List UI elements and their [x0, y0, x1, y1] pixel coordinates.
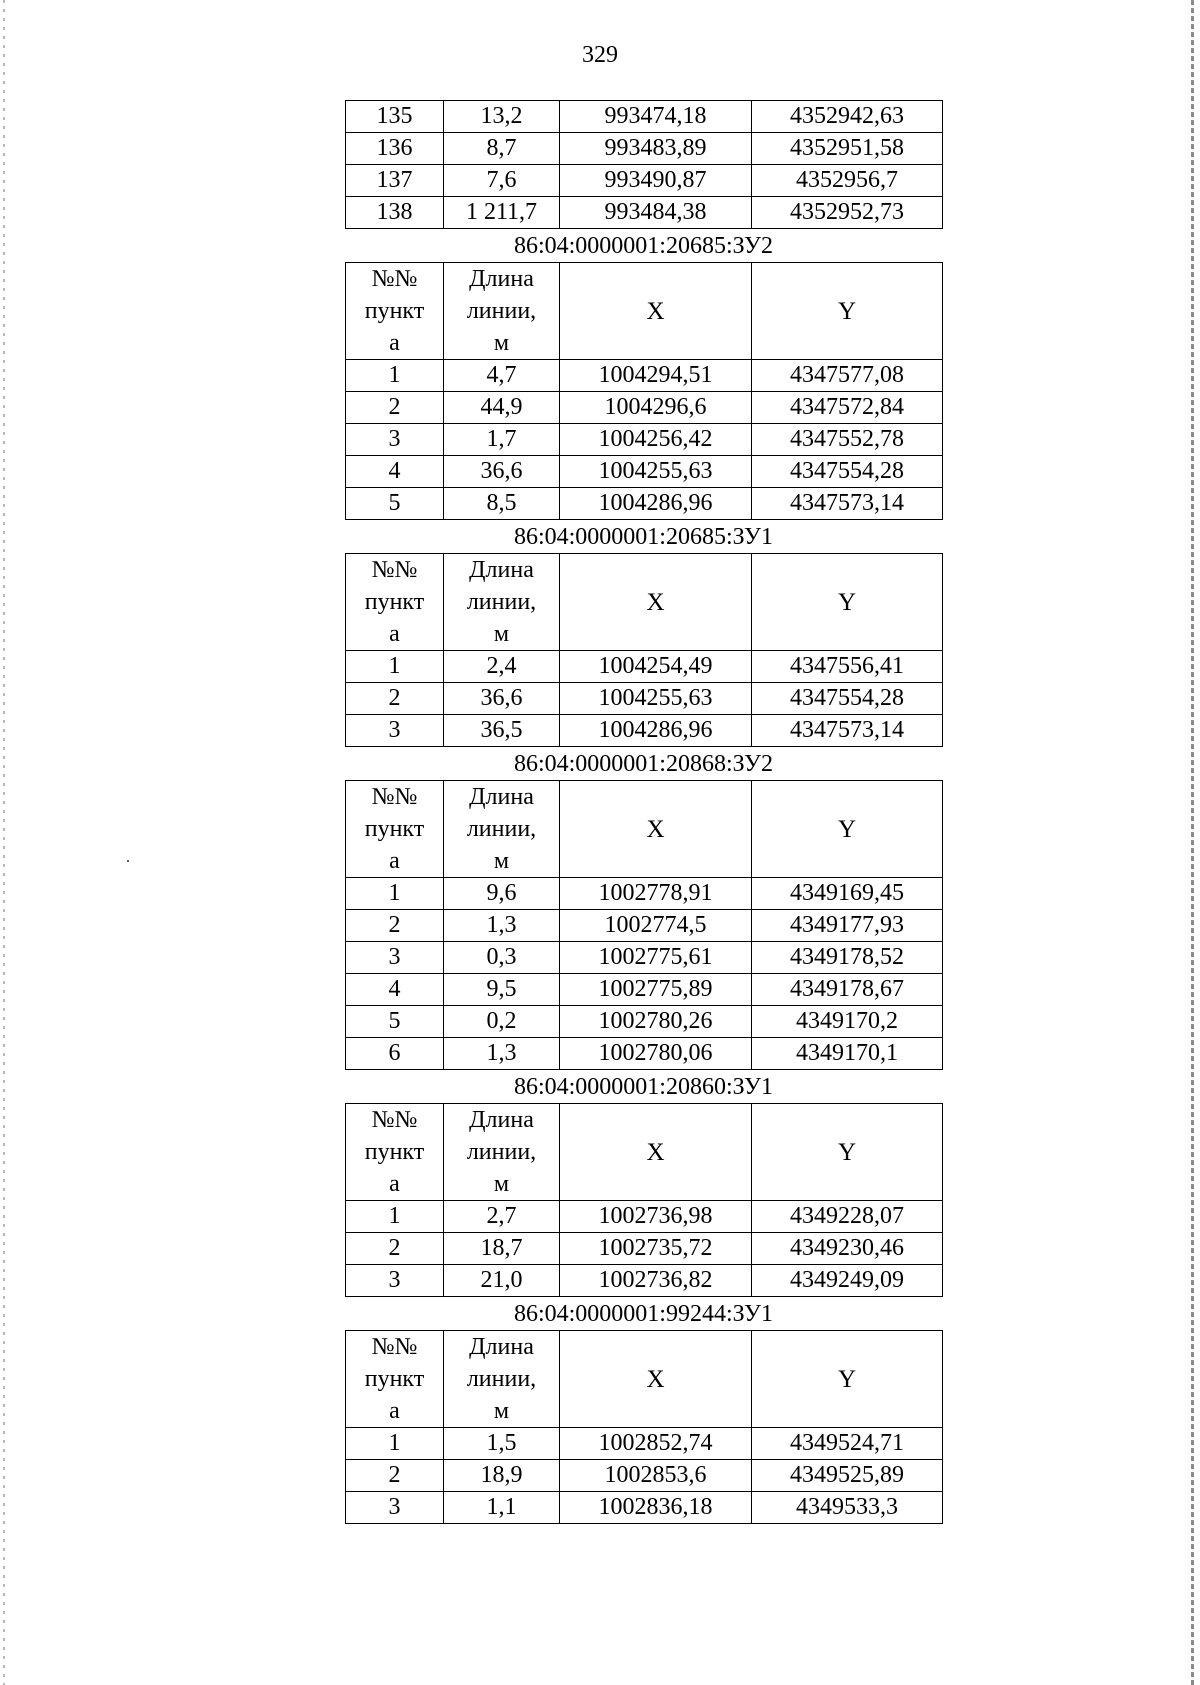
header-point-number — [346, 1104, 444, 1201]
point-number-cell: 6 — [346, 1038, 444, 1070]
header-x: X — [560, 263, 752, 360]
coordinates-table — [345, 1330, 943, 1524]
header-line-length-line1: Длина — [469, 784, 534, 810]
header-point-number-line3: а — [389, 621, 400, 647]
line-length-cell: 2,4 — [444, 651, 560, 683]
table-header — [346, 1331, 943, 1428]
y-coordinate-cell: 4352956,7 — [752, 165, 943, 197]
header-point-number-line1: №№ — [371, 557, 418, 583]
y-coordinate-cell: 4349230,46 — [752, 1233, 943, 1265]
y-coordinate-cell: 4349178,67 — [752, 974, 943, 1006]
header-line-length-line3: м — [493, 1171, 510, 1197]
x-coordinate-cell: 1004256,42 — [560, 424, 752, 456]
table-row — [346, 910, 943, 942]
table-row — [346, 1460, 943, 1492]
header-y: Y — [752, 263, 943, 360]
point-number-cell: 5 — [346, 1006, 444, 1038]
table-body — [346, 1201, 943, 1297]
table-row — [346, 392, 943, 424]
header-line-length — [444, 781, 560, 878]
header-x: X — [560, 1331, 752, 1428]
coordinates-section — [345, 1297, 942, 1524]
line-length-cell: 9,5 — [444, 974, 560, 1006]
coordinates-section — [345, 229, 942, 520]
y-coordinate-cell: 4352942,63 — [752, 101, 943, 133]
y-coordinate-cell: 4349170,1 — [752, 1038, 943, 1070]
x-coordinate-cell: 1002852,74 — [560, 1428, 752, 1460]
x-coordinate-cell: 1002853,6 — [560, 1460, 752, 1492]
header-point-number-line1: №№ — [371, 1334, 418, 1360]
header-y: Y — [752, 1331, 943, 1428]
header-point-number — [346, 1331, 444, 1428]
y-coordinate-cell: 4349228,07 — [752, 1201, 943, 1233]
sections — [345, 229, 942, 1524]
point-number-cell: 1 — [346, 360, 444, 392]
table-row — [346, 424, 943, 456]
point-number-cell: 1 — [346, 651, 444, 683]
y-coordinate-cell: 4347556,41 — [752, 651, 943, 683]
line-length-cell: 1 211,7 — [444, 197, 560, 229]
line-length-cell: 44,9 — [444, 392, 560, 424]
x-coordinate-cell: 1004254,49 — [560, 651, 752, 683]
coordinates-section — [345, 747, 942, 1070]
header-point-number — [346, 554, 444, 651]
coordinates-table — [345, 553, 943, 747]
y-coordinate-cell: 4352952,73 — [752, 197, 943, 229]
y-coordinate-cell: 4347573,14 — [752, 488, 943, 520]
line-length-cell: 0,3 — [444, 942, 560, 974]
line-length-cell: 8,5 — [444, 488, 560, 520]
x-coordinate-cell: 1002775,89 — [560, 974, 752, 1006]
coordinates-table — [345, 780, 943, 1070]
header-line-length — [444, 554, 560, 651]
table-body — [346, 878, 943, 1070]
x-coordinate-cell: 1004286,96 — [560, 715, 752, 747]
y-coordinate-cell: 4347572,84 — [752, 392, 943, 424]
table-row — [346, 1038, 943, 1070]
scan-edge-right — [1191, 0, 1194, 1685]
parcel-caption: 86:04:0000001:20860:ЗУ1 — [513, 1074, 774, 1100]
table-header — [346, 554, 943, 651]
header-row — [346, 263, 943, 360]
table-body — [346, 1428, 943, 1524]
line-length-cell: 18,9 — [444, 1460, 560, 1492]
line-length-cell: 13,2 — [444, 101, 560, 133]
point-number-cell: 1 — [346, 1428, 444, 1460]
line-length-cell: 1,7 — [444, 424, 560, 456]
point-number-cell: 2 — [346, 392, 444, 424]
header-line-length — [444, 263, 560, 360]
parcel-caption: 86:04:0000001:20868:ЗУ2 — [513, 751, 774, 777]
x-coordinate-cell: 1002736,82 — [560, 1265, 752, 1297]
table-row — [346, 651, 943, 683]
table-row — [346, 165, 943, 197]
point-number-cell: 3 — [346, 424, 444, 456]
x-coordinate-cell: 993474,18 — [560, 101, 752, 133]
y-coordinate-cell: 4347552,78 — [752, 424, 943, 456]
line-length-cell: 8,7 — [444, 133, 560, 165]
header-line-length-line2: линии, — [466, 589, 537, 615]
y-coordinate-cell: 4347554,28 — [752, 683, 943, 715]
header-line-length-line3: м — [493, 1398, 510, 1424]
header-line-length-line1: Длина — [469, 266, 534, 292]
header-point-number-line3: а — [389, 848, 400, 874]
header-point-number — [346, 781, 444, 878]
x-coordinate-cell: 1002778,91 — [560, 878, 752, 910]
header-point-number-line2: пункт — [364, 816, 425, 842]
x-coordinate-cell: 1002774,5 — [560, 910, 752, 942]
header-point-number-line2: пункт — [364, 1366, 425, 1392]
table-row — [346, 1492, 943, 1524]
header-x: X — [560, 1104, 752, 1201]
line-length-cell: 21,0 — [444, 1265, 560, 1297]
point-number-cell: 4 — [346, 974, 444, 1006]
point-number-cell: 3 — [346, 1265, 444, 1297]
header-row — [346, 1331, 943, 1428]
header-row — [346, 781, 943, 878]
table-row — [346, 974, 943, 1006]
parcel-caption: 86:04:0000001:99244:ЗУ1 — [513, 1301, 774, 1327]
line-length-cell: 4,7 — [444, 360, 560, 392]
table-row — [346, 942, 943, 974]
x-coordinate-cell: 1004255,63 — [560, 456, 752, 488]
header-point-number-line1: №№ — [371, 1107, 418, 1133]
table-header — [346, 781, 943, 878]
table-row — [346, 133, 943, 165]
header-line-length-line2: линии, — [466, 1366, 537, 1392]
coordinates-content — [345, 100, 942, 1524]
x-coordinate-cell: 1002780,26 — [560, 1006, 752, 1038]
header-point-number — [346, 263, 444, 360]
point-number-cell: 5 — [346, 488, 444, 520]
table-body — [346, 360, 943, 520]
header-y: Y — [752, 1104, 943, 1201]
point-number-cell: 4 — [346, 456, 444, 488]
header-point-number-line2: пункт — [364, 298, 425, 324]
header-point-number-line2: пункт — [364, 589, 425, 615]
y-coordinate-cell: 4349170,2 — [752, 1006, 943, 1038]
header-line-length-line2: линии, — [466, 298, 537, 324]
x-coordinate-cell: 1002775,61 — [560, 942, 752, 974]
x-coordinate-cell: 1004286,96 — [560, 488, 752, 520]
coordinates-table — [345, 262, 943, 520]
line-length-cell: 1,5 — [444, 1428, 560, 1460]
header-line-length — [444, 1331, 560, 1428]
point-number-cell: 137 — [346, 165, 444, 197]
y-coordinate-cell: 4347554,28 — [752, 456, 943, 488]
point-number-cell: 135 — [346, 101, 444, 133]
header-line-length-line2: линии, — [466, 1139, 537, 1165]
coordinates-section — [345, 1070, 942, 1297]
header-row — [346, 1104, 943, 1201]
point-number-cell: 2 — [346, 1460, 444, 1492]
header-line-length-line3: м — [493, 848, 510, 874]
header-line-length-line1: Длина — [469, 1107, 534, 1133]
table-row — [346, 1428, 943, 1460]
line-length-cell: 7,6 — [444, 165, 560, 197]
x-coordinate-cell: 1004255,63 — [560, 683, 752, 715]
table-row — [346, 1233, 943, 1265]
line-length-cell: 36,6 — [444, 456, 560, 488]
coordinates-table-continued — [345, 100, 943, 229]
header-point-number-line1: №№ — [371, 266, 418, 292]
line-length-cell: 2,7 — [444, 1201, 560, 1233]
y-coordinate-cell: 4349178,52 — [752, 942, 943, 974]
x-coordinate-cell: 993483,89 — [560, 133, 752, 165]
line-length-cell: 0,2 — [444, 1006, 560, 1038]
table-row — [346, 1006, 943, 1038]
header-line-length-line1: Длина — [469, 557, 534, 583]
header-line-length — [444, 1104, 560, 1201]
header-line-length-line2: линии, — [466, 816, 537, 842]
table-row — [346, 197, 943, 229]
line-length-cell: 36,6 — [444, 683, 560, 715]
point-number-cell: 3 — [346, 715, 444, 747]
header-y: Y — [752, 554, 943, 651]
table-row — [346, 683, 943, 715]
header-point-number-line2: пункт — [364, 1139, 425, 1165]
y-coordinate-cell: 4349177,93 — [752, 910, 943, 942]
header-line-length-line1: Длина — [469, 1334, 534, 1360]
header-point-number-line3: а — [389, 330, 400, 356]
x-coordinate-cell: 1002780,06 — [560, 1038, 752, 1070]
header-line-length-line3: м — [493, 621, 510, 647]
y-coordinate-cell: 4349533,3 — [752, 1492, 943, 1524]
coordinates-table — [345, 1103, 943, 1297]
table-header — [346, 263, 943, 360]
y-coordinate-cell: 4349249,09 — [752, 1265, 943, 1297]
table-row — [346, 101, 943, 133]
x-coordinate-cell: 1002836,18 — [560, 1492, 752, 1524]
coordinates-section — [345, 520, 942, 747]
x-coordinate-cell: 1004296,6 — [560, 392, 752, 424]
y-coordinate-cell: 4349524,71 — [752, 1428, 943, 1460]
x-coordinate-cell: 1002735,72 — [560, 1233, 752, 1265]
table-body — [346, 651, 943, 747]
table-row — [346, 1265, 943, 1297]
header-point-number-line3: а — [389, 1171, 400, 1197]
table-row — [346, 360, 943, 392]
line-length-cell: 1,1 — [444, 1492, 560, 1524]
line-length-cell: 36,5 — [444, 715, 560, 747]
table-body — [346, 101, 943, 229]
scan-speck — [127, 860, 129, 862]
point-number-cell: 2 — [346, 1233, 444, 1265]
header-line-length-line3: м — [493, 330, 510, 356]
table-row — [346, 1201, 943, 1233]
header-point-number-line1: №№ — [371, 784, 418, 810]
x-coordinate-cell: 993490,87 — [560, 165, 752, 197]
header-point-number-line3: а — [389, 1398, 400, 1424]
header-x: X — [560, 781, 752, 878]
x-coordinate-cell: 1002736,98 — [560, 1201, 752, 1233]
table-row — [346, 456, 943, 488]
point-number-cell: 2 — [346, 910, 444, 942]
table-row — [346, 878, 943, 910]
line-length-cell: 9,6 — [444, 878, 560, 910]
table-row — [346, 715, 943, 747]
header-x: X — [560, 554, 752, 651]
y-coordinate-cell: 4347577,08 — [752, 360, 943, 392]
point-number-cell: 3 — [346, 942, 444, 974]
header-row — [346, 554, 943, 651]
point-number-cell: 3 — [346, 1492, 444, 1524]
point-number-cell: 1 — [346, 1201, 444, 1233]
y-coordinate-cell: 4349169,45 — [752, 878, 943, 910]
table-row — [346, 488, 943, 520]
header-y: Y — [752, 781, 943, 878]
point-number-cell: 138 — [346, 197, 444, 229]
point-number-cell: 2 — [346, 683, 444, 715]
point-number-cell: 1 — [346, 878, 444, 910]
x-coordinate-cell: 1004294,51 — [560, 360, 752, 392]
y-coordinate-cell: 4347573,14 — [752, 715, 943, 747]
line-length-cell: 1,3 — [444, 1038, 560, 1070]
x-coordinate-cell: 993484,38 — [560, 197, 752, 229]
parcel-caption: 86:04:0000001:20685:ЗУ1 — [513, 524, 774, 550]
line-length-cell: 18,7 — [444, 1233, 560, 1265]
y-coordinate-cell: 4352951,58 — [752, 133, 943, 165]
y-coordinate-cell: 4349525,89 — [752, 1460, 943, 1492]
table-header — [346, 1104, 943, 1201]
point-number-cell: 136 — [346, 133, 444, 165]
scan-edge-left — [3, 0, 5, 1685]
page-number: 329 — [582, 42, 618, 68]
line-length-cell: 1,3 — [444, 910, 560, 942]
parcel-caption: 86:04:0000001:20685:ЗУ2 — [513, 233, 774, 259]
